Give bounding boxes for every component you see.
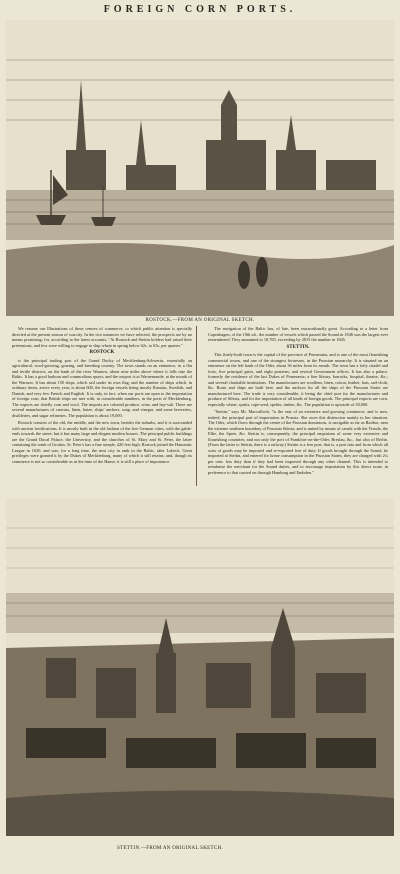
column-divider bbox=[196, 326, 197, 486]
page-title: FOREIGN CORN PORTS. bbox=[103, 4, 297, 15]
baltic-paragraph: The navigation of the Baltic has, of late, been extraordinarily great. According to a letter from Copenhagen, of the 19th ult., the number of vessels which passed the Sound in 1846 was the largest ever remembered. They amounted to 18,765, exceeding by 2815 the number in 1845. bbox=[208, 326, 388, 342]
stettin-caption: STETTIN.—FROM AN ORIGINAL SKETCH. bbox=[117, 846, 223, 851]
stettin-heading: STETTIN. bbox=[286, 344, 310, 350]
rostock-paragraph-2: Rostock consists of the old, the middle, and the new town, besides the suburbs, and it is surrounded with ancient fortifications. It is mostly built in the old fashion of the free German cities, with the gable-ends towards the street; but it has many large and elegant modern houses. The principal public buildings are the Grand Ducal Palace, the University, and the churches of St. Mary and St. Peter, the latter containing the tomb of Grotius. St. Peter's has a fine steeple, 420 feet high. Rostock joined the Hanseatic League in 1630, and was, for a long time, the next city in rank in the Baltic, after Lubeck. Great privileges were granted it by the Dukes of Mecklenburg, many of which it still retains; and, though its commerce is not so considerable as in the time of the Hanse, it is still a place of importance. bbox=[12, 420, 192, 464]
stettin-engraving bbox=[6, 498, 394, 836]
article-left-column bbox=[12, 326, 192, 466]
rostock-caption: ROSTOCK.—FROM AN ORIGINAL SKETCH. bbox=[145, 318, 255, 323]
article-intro: We resume our Illustrations of these centres of commerce, to which public attention is specially directed at the present season of scarcity. In the two instances we have selected, the prospects are by no means promising; for, according to the latest accounts, "At Rostock and Stettin holders had raised their pretensions, and few were willing to engage to ship wheat in spring below 62s. to 65s. per quarter." bbox=[12, 326, 192, 348]
rostock-paragraph-1: is the principal trading port of the Grand Duchy of Mecklenburg-Schwerin, essentially an agricultural, wool-growing, grazing, and breeding country. The town stands on an eminence, in a flat and fertile districts, on the bank of the river Warnow, about nine miles above where it falls into the Baltic. It has a good harbour and commodious quays; and the outport is at Warnemunde, at the mouth of the Warnow. It has about 150 ships, which sail under its own flag; and the number of ships which, in ordinary times, arrive every year, is about 600, the foreign vessels being mostly Russian, Swedish, and Danish, and very few French and English. It is only, in fact, when our ports are open to the importation of foreign corn, that British ships are met with, in considerable numbers, in the ports of Mecklenburg. The exports are chiefly corn and wool. The imports are colonial produce, wine, and hay-salt. There are several manufactures of canvass, linen, baize, ships' anchors, soap, and vinegar, and some breweries, distilleries, and sugar refineries. The population is about 19,000. bbox=[12, 357, 192, 418]
stettin-paragraph-2: "Stettin," says Mr. Macculloch, "is the seat of an extensive and growing commerce; and is now, indeed, the principal port of importation in Prussia. She owes this distinction mainly to her situation. The Oder, which flows through the centre of the Prussian dominions, is navigable as far as Ratibor, near the extreme southern boundary of Prussian Silesia; and is united by means of canals with the Vistula, the Elbe, the Spree, &c. Stettin is, consequently, the principal emporium of some very extensive and flourishing countries; and not only the port of Frankfort-on-the-Oder, Breslau, &c., but also of Berlin. (From the latter to Stettin, there is a railway.) Stettin is a free port; that is, a port into and from which all sorts of goods may be imported and re-exported free of duty. If goods brought through the Sound, be imported at Stettin, and entered for home consumption in the Prussian States, they are charged with 2¼ per cent. less duty than if they had been imported through any other channel. This is intended to reimburse the merchant for the Sound duties, and to encourage importation by this direct route, in preference to that carried on through Hamburg and Embden." bbox=[208, 409, 388, 475]
article-right-column bbox=[208, 326, 388, 477]
stettin-paragraph-1: This finely-built town is the capital of the province of Pomerania, and is one of the most flourishing commercial towns, and one of the strongest fortresses, in the Prussian monarchy. It is situated on an eminence on the left bank of the Oder, about 36 miles from its mouth. The town has a lofty citadel and forts, five principal gates, and eight posterns; and several Government offices. It has also a palace, formerly the residence of the last Dukes of Pomerania; a fine library, barracks, hospital, theatre, &c.; and several charitable institutions. The manufactures are woollens, linen, cotton, leather, hats, sail-cloth, &c. Boats and ships are built here, and the anchors for all the ships of the Prussian States are manufactured here. The trade is very considerable, it being the chief port for the manufactures and produce of Silesia, and for the importation of all kinds of foreign goods. The principal exports are corn, especially wheat; spirits, rape-seed, spelter, timber, &c. The population is upwards of 30,000. bbox=[208, 352, 388, 407]
rostock-heading: ROSTOCK bbox=[89, 350, 115, 355]
rostock-engraving bbox=[6, 20, 394, 316]
